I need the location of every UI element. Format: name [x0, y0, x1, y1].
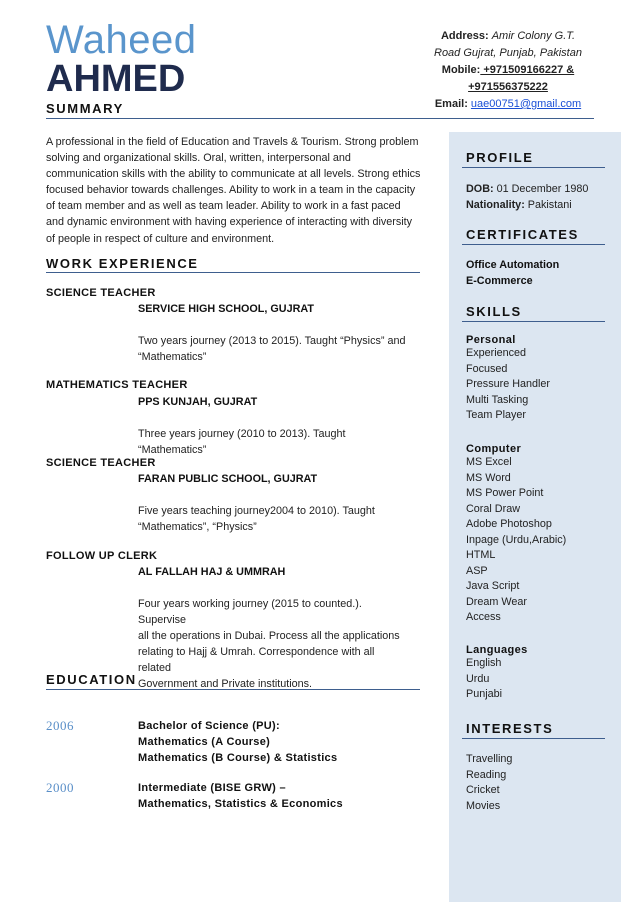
skill-item: Coral Draw: [466, 502, 520, 515]
job-description-line: Government and Private institutions.: [138, 678, 313, 690]
last-name: AHMED: [46, 58, 186, 100]
skill-item: Java Script: [466, 580, 520, 592]
language-item: Urdu: [466, 672, 490, 685]
interests-divider: [462, 738, 605, 739]
job-organization: PPS KUNJAH, GUJRAT: [138, 396, 258, 408]
job-description: [138, 596, 410, 692]
profile-heading: PROFILE: [466, 150, 534, 165]
job-organization: SERVICE HIGH SCHOOL, GUJRAT: [138, 303, 314, 315]
job-description-line: “Mathematics”: [138, 351, 207, 363]
header-divider: [46, 118, 594, 119]
job-title: MATHEMATICS TEACHER: [46, 379, 188, 391]
certificate-item: Office Automation: [466, 259, 560, 271]
interests-list: [466, 752, 512, 814]
mobile-label: Mobile:: [441, 64, 481, 76]
education-line: Mathematics, Statistics & Economics: [138, 798, 343, 810]
skill-item: Pressure Handler: [466, 378, 551, 390]
skill-item: Team Player: [466, 409, 527, 421]
email-line: [408, 96, 608, 113]
job-title: SCIENCE TEACHER: [46, 457, 156, 469]
certificates-list: [466, 258, 559, 289]
summary-heading: SUMMARY: [46, 101, 124, 116]
address-line-2: [408, 45, 608, 62]
education-line: Bachelor of Science (PU):: [138, 720, 280, 732]
skill-item: Adobe Photoshop: [466, 518, 552, 530]
education-entry: [138, 718, 337, 766]
skill-item: Multi Tasking: [466, 393, 529, 406]
job-description: [138, 333, 410, 365]
address-line: [408, 28, 608, 45]
education-year: 2000: [46, 780, 74, 795]
job-description-line: Five years teaching journey2004 to 2010). Taught: [138, 505, 375, 517]
language-item: Punjabi: [466, 688, 503, 700]
job-description-line: relating to Hajj & Umrah. Correspondence with all related: [138, 646, 375, 674]
job-organization: AL FALLAH HAJ & UMMRAH: [138, 566, 286, 578]
education-year: 2006: [46, 718, 74, 733]
skills-personal-heading: Personal: [466, 334, 516, 346]
skill-item: Focused: [466, 362, 508, 375]
job-description-line: Two years journey (2013 to 2015). Taught “Physics” and: [138, 335, 406, 347]
skill-item: Inpage (Urdu,Arabic): [466, 533, 567, 546]
dob-value: 01 December 1980: [493, 183, 589, 195]
profile-details: [466, 182, 588, 213]
summary-text: [46, 134, 426, 247]
job-description-line: Four years working journey (2015 to counted.). Supervise: [138, 598, 362, 626]
interest-item: Cricket: [466, 784, 500, 796]
job-organization: FARAN PUBLIC SCHOOL, GUJRAT: [138, 473, 318, 485]
summary-line: of team member and as well as team leader. Ability to work in a fast paced: [46, 200, 401, 213]
email-label: Email:: [434, 98, 468, 110]
work-divider: [46, 272, 420, 273]
education-divider: [46, 689, 420, 690]
job-title: FOLLOW UP CLERK: [46, 550, 158, 562]
skill-item: MS Excel: [466, 456, 512, 468]
summary-line: A professional in the field of Education and Travels & Tourism. Strong problem: [46, 136, 419, 148]
dob-label: DOB:: [466, 183, 494, 195]
education-heading: EDUCATION: [46, 672, 137, 687]
first-name: Waheed: [46, 18, 197, 62]
nationality-label: Nationality:: [466, 198, 525, 211]
education-entry: [138, 780, 343, 812]
skills-computer-heading: Computer: [466, 443, 522, 455]
skill-item: ASP: [466, 564, 488, 577]
skills-divider: [462, 321, 605, 322]
skill-item: Dream Wear: [466, 595, 527, 608]
language-item: English: [466, 657, 502, 669]
skills-heading: SKILLS: [466, 304, 522, 319]
mobile-value-2: +971556375222: [468, 81, 548, 93]
certificates-heading: CERTIFICATES: [466, 227, 579, 242]
interest-item: Travelling: [466, 753, 513, 765]
job-description-line: “Mathematics”, “Physics”: [138, 521, 257, 533]
skill-item: MS Power Point: [466, 487, 544, 499]
job-description: [138, 503, 410, 535]
job-title: SCIENCE TEACHER: [46, 287, 156, 299]
summary-line: focused behavior towards challenges. Ability to work in a team in the capacity: [46, 184, 416, 197]
mobile-value: +971509166227 &: [480, 64, 575, 76]
profile-divider: [462, 167, 605, 168]
job-description-line: Three years journey (2010 to 2013). Taught “Mathematics”: [138, 428, 346, 456]
summary-line: of people in respect of culture and environment.: [46, 232, 275, 245]
skills-languages: [466, 644, 528, 703]
contact-block: [408, 28, 608, 113]
education-line: Mathematics (B Course) & Statistics: [138, 752, 338, 764]
work-experience-heading: WORK EXPERIENCE: [46, 256, 199, 271]
interest-item: Movies: [466, 799, 501, 812]
address-value: Amir Colony G.T.: [491, 30, 576, 42]
mobile-line-2: [408, 79, 608, 96]
address-value-2: Road Gujrat, Punjab, Pakistan: [434, 47, 582, 59]
email-link[interactable]: uae00751@gmail.com: [470, 98, 582, 110]
skills-languages-heading: Languages: [466, 644, 528, 656]
dob-line: [466, 182, 588, 198]
interest-item: Reading: [466, 768, 507, 781]
education-line: Mathematics (A Course): [138, 736, 271, 748]
skill-item: Access: [466, 611, 501, 623]
address-label: Address:: [440, 30, 489, 42]
summary-line: solving and organizational skills. Oral, written, interpersonal and: [46, 152, 351, 165]
summary-line: and dynamic environment with having experience of interacting with diversity: [46, 216, 413, 229]
skills-computer: [466, 443, 566, 626]
certificate-item: E-Commerce: [466, 274, 533, 287]
summary-line: communication skills with the ability to communicate at all levels. Strong ethics: [46, 168, 421, 181]
job-description: [138, 426, 410, 458]
interests-heading: INTERESTS: [466, 721, 554, 736]
skill-item: HTML: [466, 549, 496, 561]
skills-personal: [466, 334, 550, 424]
job-description-line: all the operations in Dubai. Process all the applications: [138, 630, 400, 642]
certificates-divider: [462, 244, 605, 245]
skill-item: Experienced: [466, 347, 527, 359]
skill-item: MS Word: [466, 471, 511, 484]
nationality-line: [466, 198, 588, 214]
mobile-line: [408, 62, 608, 79]
education-line: Intermediate (BISE GRW) –: [138, 782, 286, 794]
nationality-value: Pakistani: [524, 198, 572, 211]
